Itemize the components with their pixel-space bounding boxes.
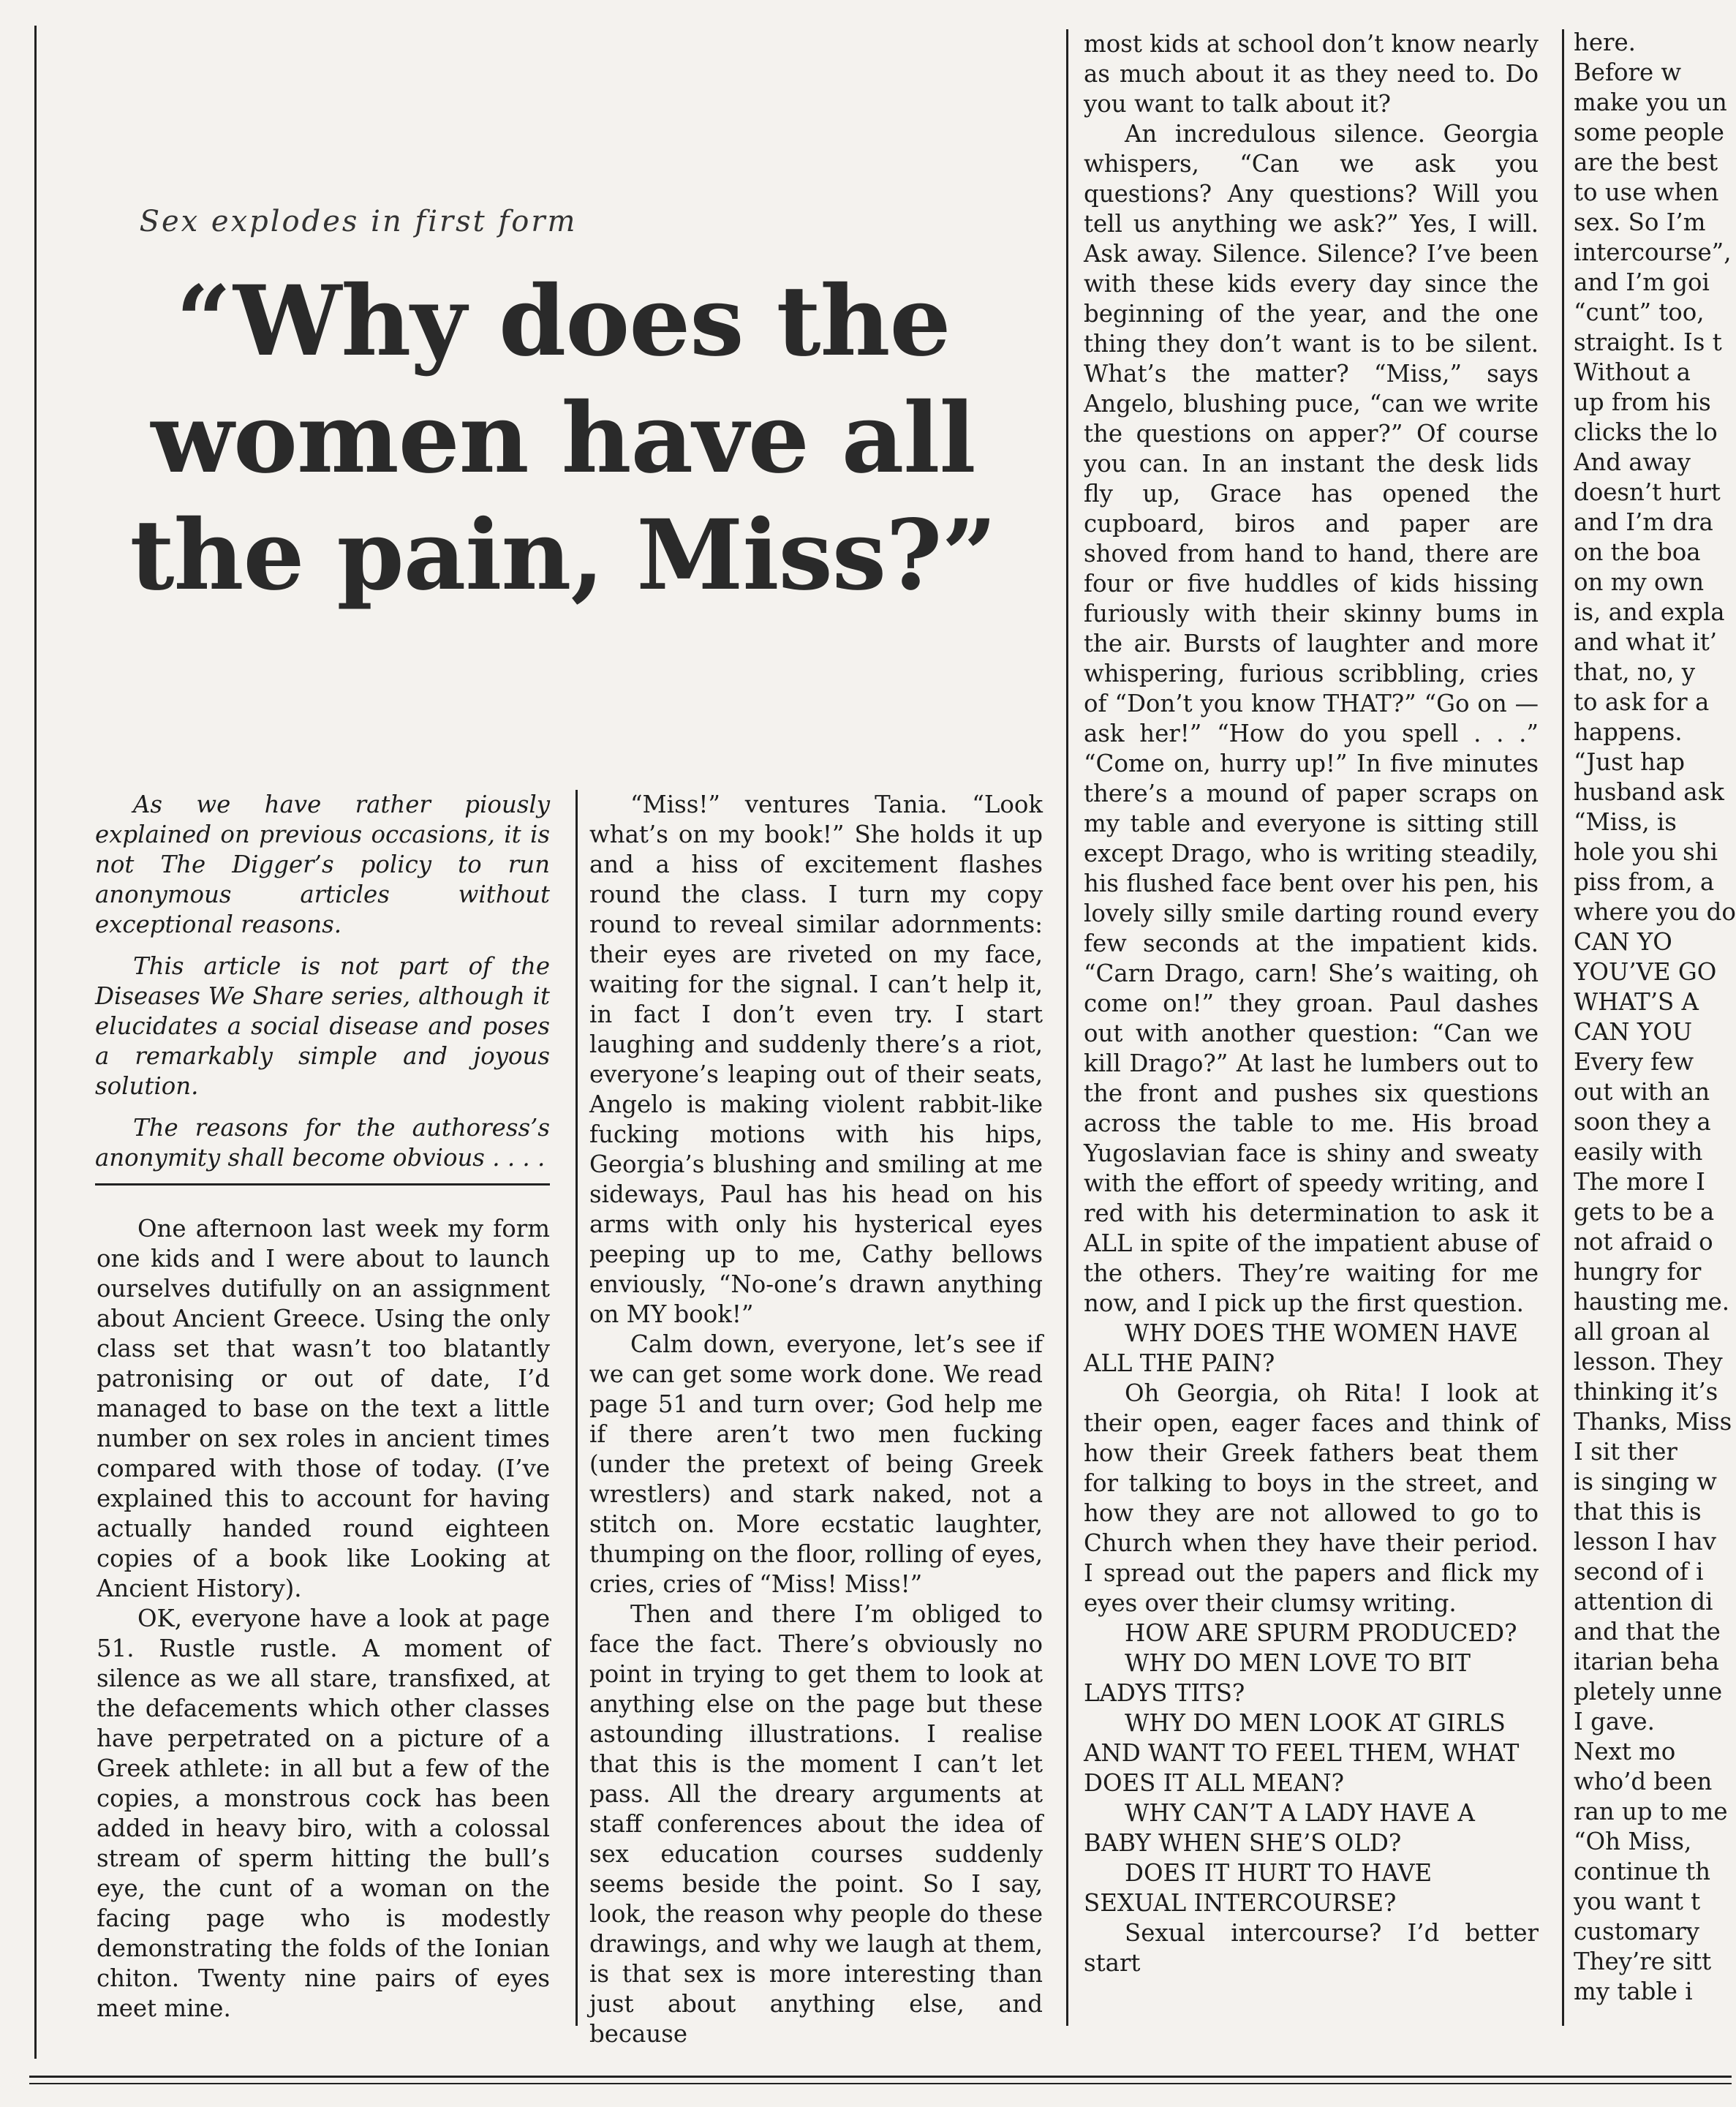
col4-line: hausting me. bbox=[1574, 1288, 1730, 1316]
col4-line: all groan al bbox=[1574, 1318, 1710, 1346]
col4-line: YOU’VE GO bbox=[1574, 958, 1717, 986]
col3-question: HOW ARE SPURM PRODUCED? bbox=[1125, 1619, 1517, 1647]
col4-line: on my own bbox=[1574, 568, 1705, 596]
col3-question: WHY DO MEN LOVE TO BIT LADYS TITS? bbox=[1084, 1649, 1471, 1707]
col4-line: not afraid o bbox=[1574, 1228, 1713, 1256]
col4-line: that this is bbox=[1574, 1498, 1702, 1526]
left-margin-rule bbox=[34, 26, 37, 2059]
col4-line: my table i bbox=[1574, 1978, 1693, 2005]
col4-line: is singing w bbox=[1574, 1468, 1717, 1496]
col3-question: WHY DO MEN LOOK AT GIRLS AND WANT TO FEEL THEM, WHAT DOES IT ALL MEAN? bbox=[1084, 1709, 1520, 1797]
col4-line: hole you shi bbox=[1574, 838, 1718, 866]
col4-line: some people bbox=[1574, 118, 1724, 146]
col4-line: WHAT’S A bbox=[1574, 988, 1699, 1016]
column-rule-3 bbox=[1066, 29, 1068, 2026]
col4-line: clicks the lo bbox=[1574, 418, 1718, 446]
col4-line: and what it’ bbox=[1574, 628, 1718, 656]
col4-line: piss from, a bbox=[1574, 868, 1715, 896]
col4-line: happens. bbox=[1574, 718, 1683, 746]
col4-line: gets to be a bbox=[1574, 1198, 1715, 1226]
col4-line: attention di bbox=[1574, 1588, 1713, 1616]
col4-line: is, and expla bbox=[1574, 598, 1725, 626]
col4-line: and that the bbox=[1574, 1618, 1721, 1646]
col3-paragraph: most kids at school don’t know nearly as much about it as they need to. Do you want to talk about it? bbox=[1084, 30, 1539, 118]
col4-line: make you un bbox=[1574, 88, 1727, 116]
col3-question: WHY DOES THE WOMEN HAVE ALL THE PAIN? bbox=[1084, 1319, 1519, 1377]
col4-line: and I’m goi bbox=[1574, 268, 1710, 296]
col4-line: “Just hap bbox=[1574, 748, 1685, 776]
col4-line: Without a bbox=[1574, 358, 1691, 386]
bottom-rule-double bbox=[29, 2083, 1732, 2084]
col4-line: straight. Is t bbox=[1574, 328, 1722, 356]
col4-line: husband ask bbox=[1574, 778, 1724, 806]
column-rule-4 bbox=[1562, 29, 1564, 2026]
col4-line: CAN YO bbox=[1574, 928, 1672, 956]
col4-line: hungry for bbox=[1574, 1258, 1702, 1286]
editor-note-p2: This article is not part of the Diseases We Share series, although it elucidates a social disease and poses a remarkably simple and joyous solution. bbox=[95, 952, 550, 1100]
col4-line: “Miss, is bbox=[1574, 808, 1677, 836]
col4-line: Before w bbox=[1574, 59, 1682, 86]
col2-paragraph: Then and there I’m obliged to face the fact. There’s obviously no point in trying to get them to look at anything else on the page but these astounding illustrations. I realise that this is the moment I can’t let pass. All the dreary arguments at staff conferences about the idea of sex education courses suddenly seems beside the point. So I say, look, the reason why people do these drawings, and why we laugh at them, is that sex is more interesting than just about anything else, and because bbox=[589, 1600, 1043, 2048]
col4-line: that, no, y bbox=[1574, 658, 1696, 686]
col4-line: “cunt” too, bbox=[1574, 298, 1705, 326]
col4-line: easily with bbox=[1574, 1138, 1703, 1166]
col3-paragraph: Sexual intercourse? I’d better start bbox=[1084, 1919, 1539, 1977]
col4-line: Thanks, Miss bbox=[1574, 1408, 1732, 1436]
editor-note-p3: The reasons for the authoress’s anonymity shall become obvious . . . . bbox=[95, 1114, 550, 1172]
col3-question: WHY CAN’T A LADY HAVE A BABY WHEN SHE’S OLD? bbox=[1084, 1799, 1475, 1857]
col4-line: continue th bbox=[1574, 1858, 1710, 1885]
col4-line: and I’m dra bbox=[1574, 508, 1713, 536]
col4-line: “Oh Miss, bbox=[1574, 1828, 1692, 1855]
article-kicker: Sex explodes in first form bbox=[139, 205, 578, 238]
col4-lines bbox=[1574, 28, 1736, 2007]
col4-line: customary bbox=[1574, 1918, 1699, 1945]
col1-paragraph: OK, everyone have a look at page 51. Rustle rustle. A moment of silence as we all stare, transfixed, at the defacements which other classes have perpetrated on a picture of a Greek athlete: in all but a few of the copies, a monstrous cock has been added in heavy biro, with a colossal stream of sperm hitting the bull’s eye, the cunt of a woman on the facing page who is modestly demonstrating the folds of the Ionian chiton. Twenty nine pairs of eyes meet mine. bbox=[97, 1605, 550, 2022]
editor-note-rule bbox=[95, 1183, 550, 1186]
col2-paragraph: Calm down, everyone, let’s see if we can get some work done. We read page 51 and turn over; God help me if there aren’t two men fucking (under the pretext of being Greek wrestlers) and stark naked, not a stitch on. More ecstatic laughter, thumping on the floor, rolling of eyes, cries, cries of “Miss! Miss!” bbox=[589, 1330, 1043, 1598]
article-headline: “Why does the women have all the pain, Miss?” bbox=[129, 265, 997, 612]
col4-line: I gave. bbox=[1574, 1708, 1655, 1735]
col4-line: soon they a bbox=[1574, 1108, 1711, 1136]
col4-line: doesn’t hurt bbox=[1574, 478, 1721, 506]
col4-line: here. bbox=[1574, 29, 1636, 56]
col4-line: I sit ther bbox=[1574, 1438, 1677, 1466]
col3-question: DOES IT HURT TO HAVE SEXUAL INTERCOURSE? bbox=[1084, 1859, 1433, 1917]
col4-line: are the best bbox=[1574, 148, 1718, 176]
col4-line: second of i bbox=[1574, 1558, 1704, 1586]
col4-line: pletely unne bbox=[1574, 1678, 1723, 1705]
col4-line: thinking it’s bbox=[1574, 1378, 1718, 1406]
col4-line: itarian beha bbox=[1574, 1648, 1720, 1676]
editor-note-p1: As we have rather piously explained on previous occasions, it is not The Digger’s policy to run anonymous articles without exceptional reasons. bbox=[95, 791, 550, 938]
col4-line: ran up to me bbox=[1574, 1798, 1728, 1825]
col4-line: CAN YOU bbox=[1574, 1018, 1693, 1046]
column-2 bbox=[589, 790, 1043, 2048]
col3-paragraph: Oh Georgia, oh Rita! I look at their open, eager faces and think of how their Greek fathers beat them for talking to boys in the street, and how they are not allowed to go to Church when they have their period. I spread out the papers and flick my eyes over their clumsy writing. bbox=[1084, 1379, 1539, 1617]
col4-line: lesson I hav bbox=[1574, 1528, 1716, 1556]
col4-line: out with an bbox=[1574, 1078, 1710, 1106]
col4-line: Next mo bbox=[1574, 1738, 1676, 1765]
col4-line: They’re sitt bbox=[1574, 1948, 1712, 1975]
col4-line: Every few bbox=[1574, 1048, 1694, 1076]
column-4-cropped bbox=[1574, 28, 1736, 2032]
editor-note bbox=[95, 790, 550, 1185]
col1-paragraph: One afternoon last week my form one kids and I were about to launch ourselves dutifully on an assignment about Ancient Greece. Using the only class set that wasn’t too blatantly patronising or out of date, I’d managed to base on the text a little number on sex roles in ancient times compared with those of today. (I’ve explained this to account for having actually handed round eighteen copies of a book like Looking at Ancient History). bbox=[97, 1215, 550, 1602]
col4-line: who’d been bbox=[1574, 1768, 1713, 1795]
col4-line: to ask for a bbox=[1574, 688, 1710, 716]
column-rule-2 bbox=[575, 790, 578, 2026]
bottom-rule bbox=[29, 2076, 1732, 2078]
col4-line: sex. So I’m bbox=[1574, 208, 1706, 236]
col4-line: lesson. They bbox=[1574, 1348, 1723, 1376]
col4-line: where you do bbox=[1574, 898, 1736, 926]
column-3 bbox=[1084, 29, 1539, 2033]
col4-line: intercourse”, bbox=[1574, 238, 1732, 266]
col2-paragraph: “Miss!” ventures Tania. “Look what’s on my book!” She holds it up and a hiss of excitement flashes round the class. I turn my copy round to reveal similar adornments: their eyes are riveted on my face, waiting for the signal. I can’t help it, in fact I don’t even try. I start laughing and suddenly there’s a riot, everyone’s leaping out of their seats, Angelo is making violent rabbit-like fucking motions with his hips, Georgia’s blushing and smiling at me sideways, Paul has his head on his arms with only his hysterical eyes peeping up to me, Cathy bellows enviously, “No-one’s drawn anything on MY book!” bbox=[589, 791, 1043, 1328]
col3-paragraph: An incredulous silence. Georgia whispers, “Can we ask you questions? Any questions? Will you tell us anything we ask?” Yes, I will. Ask away. Silence. Silence? I’ve been with these kids every day since the beginning of the year, and the one thing they don’t want is to be silent. What’s the matter? “Miss,” says Angelo, blushing puce, “can we write the questions on apper?” Of course you can. In an instant the desk lids fly up, Grace has opened the cupboard, biros and paper are shoved from hand to hand, there are four or five huddles of kids hissing furiously with their skinny bums in the air. Bursts of laughter and more whispering, furious scribbling, cries of “Don’t you know THAT?” “Go on — ask her!” “How do you spell . . .” “Come on, hurry up!” In five minutes there’s a mound of paper scraps on my table and everyone is sitting still except Drago, who is writing steadily, his flushed face bent over his pen, his lovely silly smile darting round every few seconds at the impatient kids. “Carn Drago, carn! She’s waiting, oh come on!” they groan. Paul dashes out with another question: “Can we kill Drago?” At last he lumbers out to the front and pushes six questions across the table to me. His broad Yugoslavian face is shiny and sweaty with the effort of speedy writing, and red with his determination to ask it ALL in spite of the impatient abuse of the others. They’re waiting for me now, and I pick up the first question. bbox=[1084, 120, 1539, 1317]
col4-line: you want t bbox=[1574, 1888, 1701, 1915]
column-1 bbox=[97, 1214, 550, 2026]
col4-line: to use when bbox=[1574, 178, 1719, 206]
col4-line: And away bbox=[1574, 448, 1691, 476]
col4-line: on the boa bbox=[1574, 538, 1701, 566]
col4-line: The more I bbox=[1574, 1168, 1705, 1196]
col4-line: up from his bbox=[1574, 388, 1711, 416]
